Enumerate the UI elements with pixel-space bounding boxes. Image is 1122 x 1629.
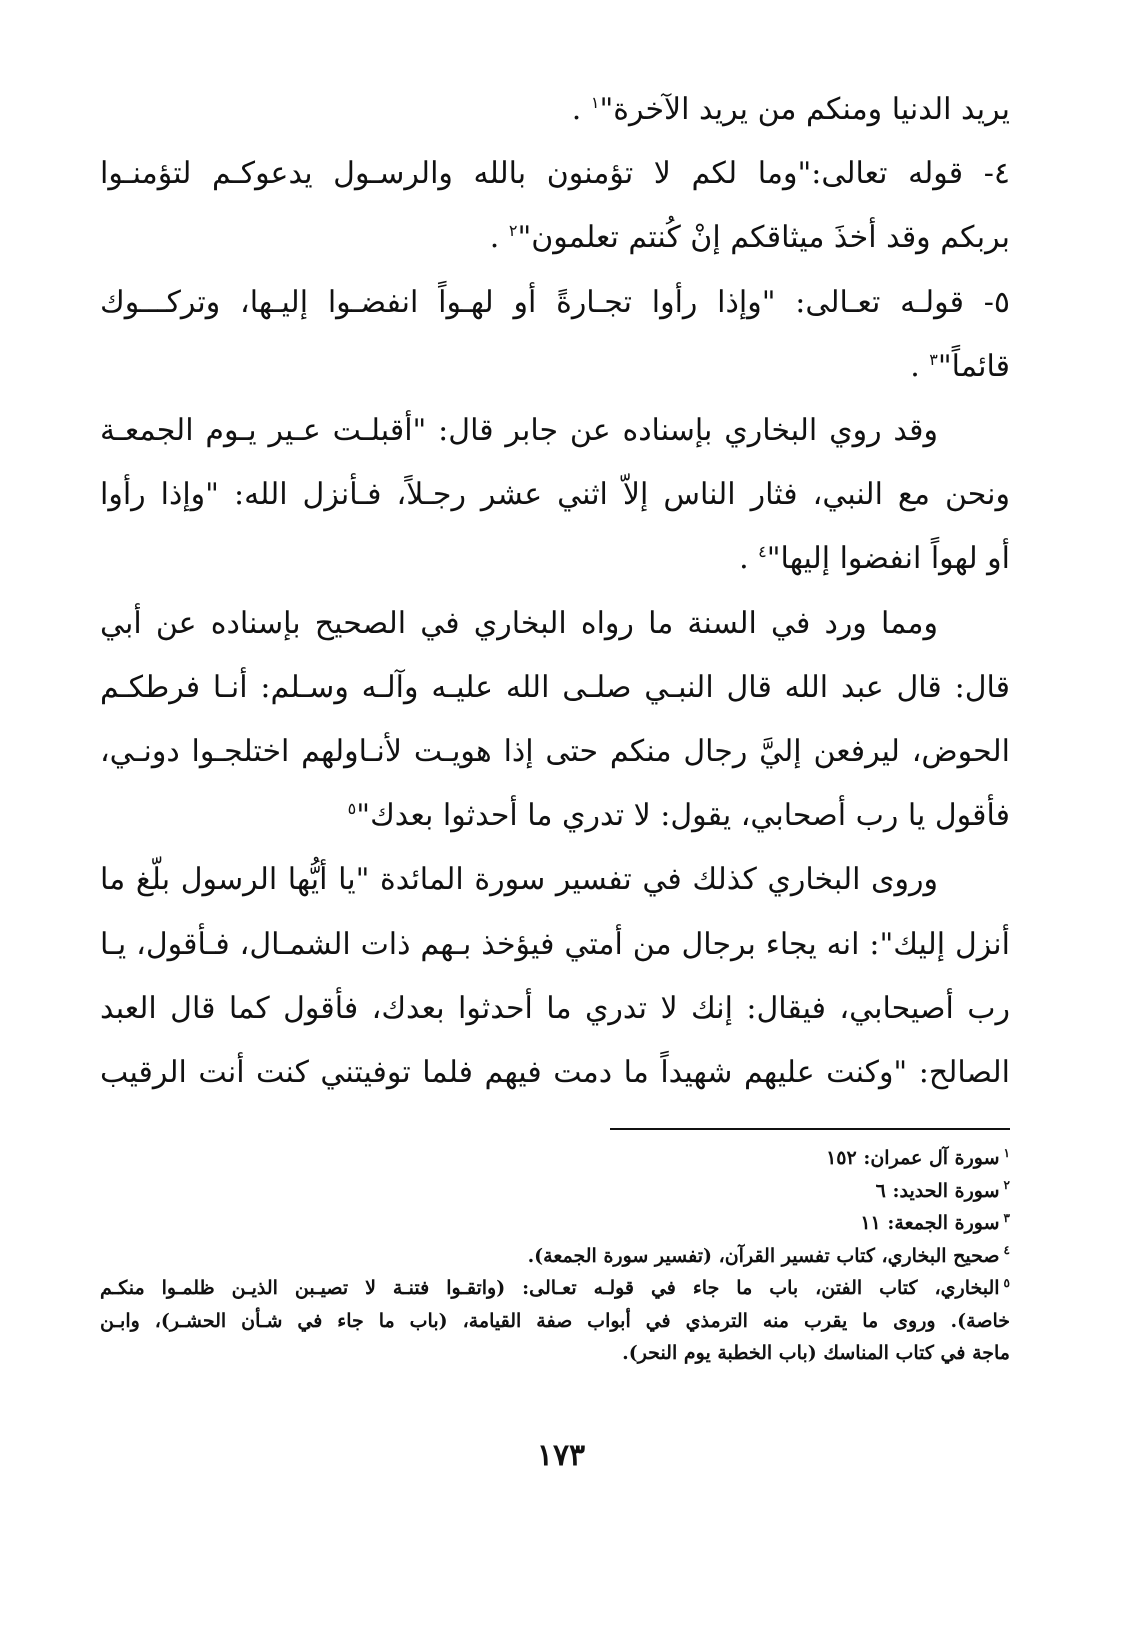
footnote-ref: ٤	[758, 542, 767, 562]
footnote-5-cont-2: ماجة في كتاب المناسك (باب الخطبة يوم النحر).	[622, 1342, 1010, 1364]
footnote-4: $^٤$صحيح البخاري، كتاب تفسير القرآن، (تفسير سورة الجمعة).	[527, 1243, 1010, 1267]
body-line-2: ٤- قوله تعالى:"وما لكم لا تؤمنون بالله والرسـول يدعوكـم لتؤمنـوا	[100, 156, 1010, 192]
footnote-ref: ٣	[929, 349, 938, 369]
footnote-1: $^١$سورة آل عمران: ١٥٢	[826, 1145, 1010, 1169]
footnote-divider	[610, 1128, 1010, 1130]
footnote-ref: ٢	[508, 221, 518, 241]
main-text	[100, 78, 1010, 1105]
body-line-10: قال: قال عبد الله قال النبـي صلـى الله عليـه وآلـه وسـلم: أنـا فرطكـم	[100, 669, 1010, 705]
body-line-6: وقد روي البخاري بإسناده عن جابر قال: "أقبلـت عـير يـوم الجمعـة	[100, 412, 938, 448]
footnote-5-cont-1: خاصة). وروى ما يقرب منه الترمذي في أبواب صفة القيامة، (باب ما جاء في شـأن الحشـر)، وابـن	[100, 1309, 1010, 1332]
body-line-16: الصالح: "وكنت عليهم شهيداً ما دمت فيهم فلما توفيتني كنت أنت الرقيب	[100, 1054, 1010, 1090]
footnote-2: $^٢$سورة الحديد: ٦	[875, 1178, 1010, 1202]
body-line-12: فأقول يا رب أصحابي، يقول: لا تدري ما أحدثوا بعدك"$^٥$	[347, 798, 1010, 834]
body-line-15: رب أصيحابي، فيقال: إنك لا تدري ما أحدثوا بعدك، فأقول كما قال العبد	[100, 990, 1010, 1026]
body-line-3: بربكم وقد أخذَ ميثاقكم إنْ كُنتم تعلمون"$^٢$ .	[489, 220, 1010, 256]
body-line-14: أنزل إليك": انه يجاء برجال من أمتي فيؤخذ بـهم ذات الشمـال، فـأقول، يـا	[100, 926, 1010, 962]
footnotes	[100, 1142, 1010, 1370]
body-line-9: ومما ورد في السنة ما رواه البخاري في الصحيح بإسناده عن أبي	[100, 605, 938, 641]
body-line-1: يريد الدنيا ومنكم من يريد الآخرة"$^١$ .	[571, 92, 1010, 127]
footnote-ref: ١	[590, 93, 600, 112]
body-line-8: أو لهواً انفضوا إليها"$^٤$ .	[739, 541, 1010, 577]
footnote-ref: ٥	[347, 799, 357, 819]
body-line-13: وروى البخاري كذلك في تفسير سورة المائدة "يا أيُّها الرسول بلّغ ما	[100, 862, 938, 898]
footnote-3: $^٣$سورة الجمعة: ١١	[860, 1210, 1010, 1234]
body-line-5: قائماً"$^٣$ .	[910, 348, 1010, 384]
body-line-4: ٥- قولـه تعـالى: "وإذا رأوا تجـارةً أو لهـواً انفضـوا إليـها، وتركـــوك	[100, 284, 1010, 320]
footnote-5: $^٥$البخاري، كتاب الفتن، باب ما جاء في قولـه تعـالى: (واتقـوا فتنـة لا تصيـبن الذيـن ظلمـوا منكـم	[100, 1275, 1010, 1299]
body-line-7: ونحن مع النبي، فثار الناس إلاّ اثني عشر رجـلاً، فـأنزل الله: "وإذا رأوا	[100, 477, 1010, 513]
page-number: ١٧٣	[536, 1438, 586, 1473]
body-line-11: الحوض، ليرفعن إليَّ رجال منكم حتى إذا هويـت لأنـاولهم اختلجـوا دونـي،	[100, 733, 1010, 769]
